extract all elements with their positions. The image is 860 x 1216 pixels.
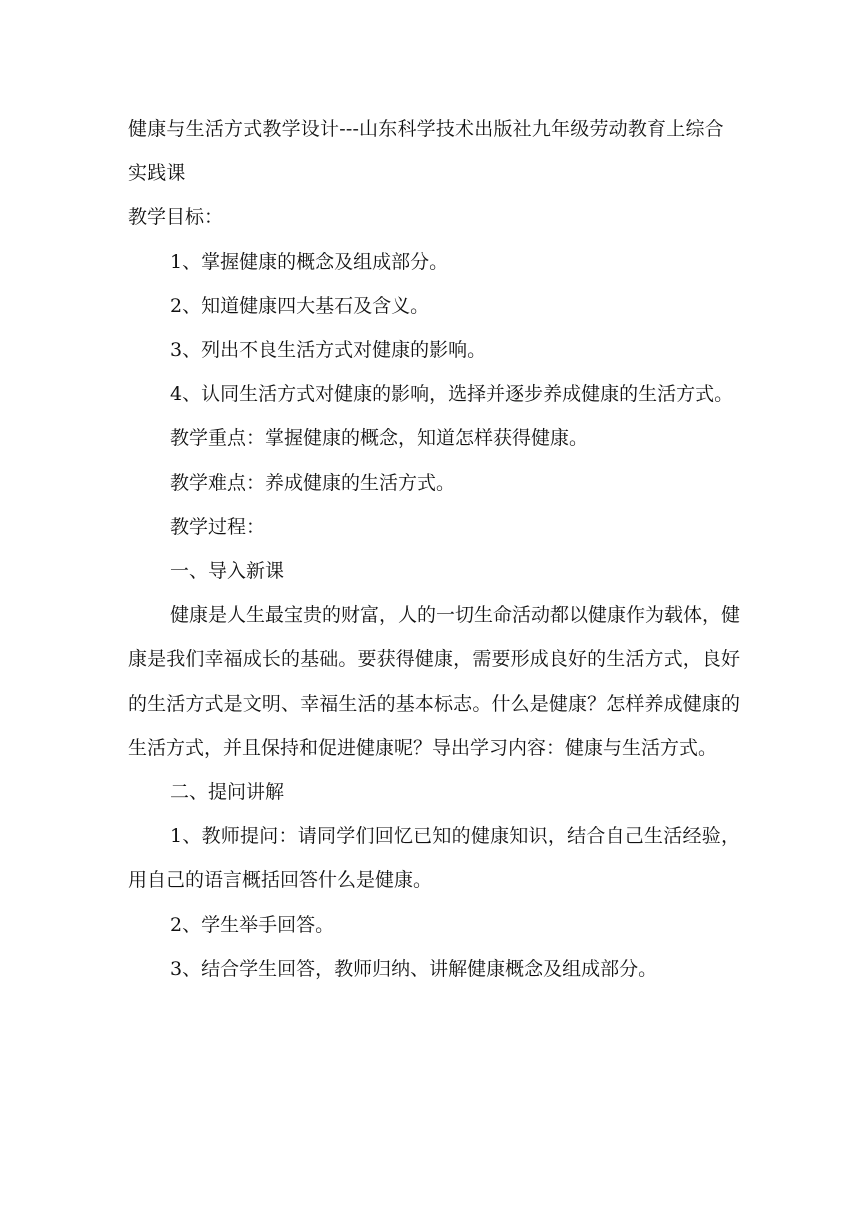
difficulty: 教学难点：养成健康的生活方式。 — [170, 471, 456, 494]
objective-item: 3、列出不良生活方式对健康的影响。 — [170, 339, 487, 362]
section2-step: 1、教师提问：请同学们回忆已知的健康知识，结合自己生活经验，用自己的语言概括回答什么是健康。 — [128, 825, 740, 892]
objective-item: 4、认同生活方式对健康的影响，选择并逐步养成健康的生活方式。 — [170, 383, 734, 406]
process-heading: 教学过程： — [170, 515, 266, 538]
key-point: 教学重点：掌握健康的概念，知道怎样获得健康。 — [170, 427, 589, 450]
section2-step: 2、学生举手回答。 — [170, 913, 335, 936]
objective-item: 1、掌握健康的概念及组成部分。 — [170, 250, 449, 273]
section1-heading: 一、导入新课 — [170, 560, 285, 583]
section1-paragraph: 健康是人生最宝贵的财富，人的一切生命活动都以健康作为载体，健康是我们幸福成长的基础。要获得健康，需要形成良好的生活方式，良好的生活方式是文明、幸福生活的基本标志。什么是健康？怎样养成健康的生活方式，并且保持和促进健康呢？导出学习内容：健康与生活方式。 — [128, 604, 741, 759]
section2-heading: 二、提问讲解 — [170, 781, 285, 804]
objective-item: 2、知道健康四大基石及含义。 — [170, 294, 430, 317]
section2-step: 3、结合学生回答，教师归纳、讲解健康概念及组成部分。 — [170, 957, 658, 980]
objectives-heading: 教学目标： — [128, 206, 224, 229]
document-body — [128, 107, 740, 991]
document-title: 健康与生活方式教学设计---山东科学技术出版社九年级劳动教育上综合实践课 — [128, 118, 724, 185]
